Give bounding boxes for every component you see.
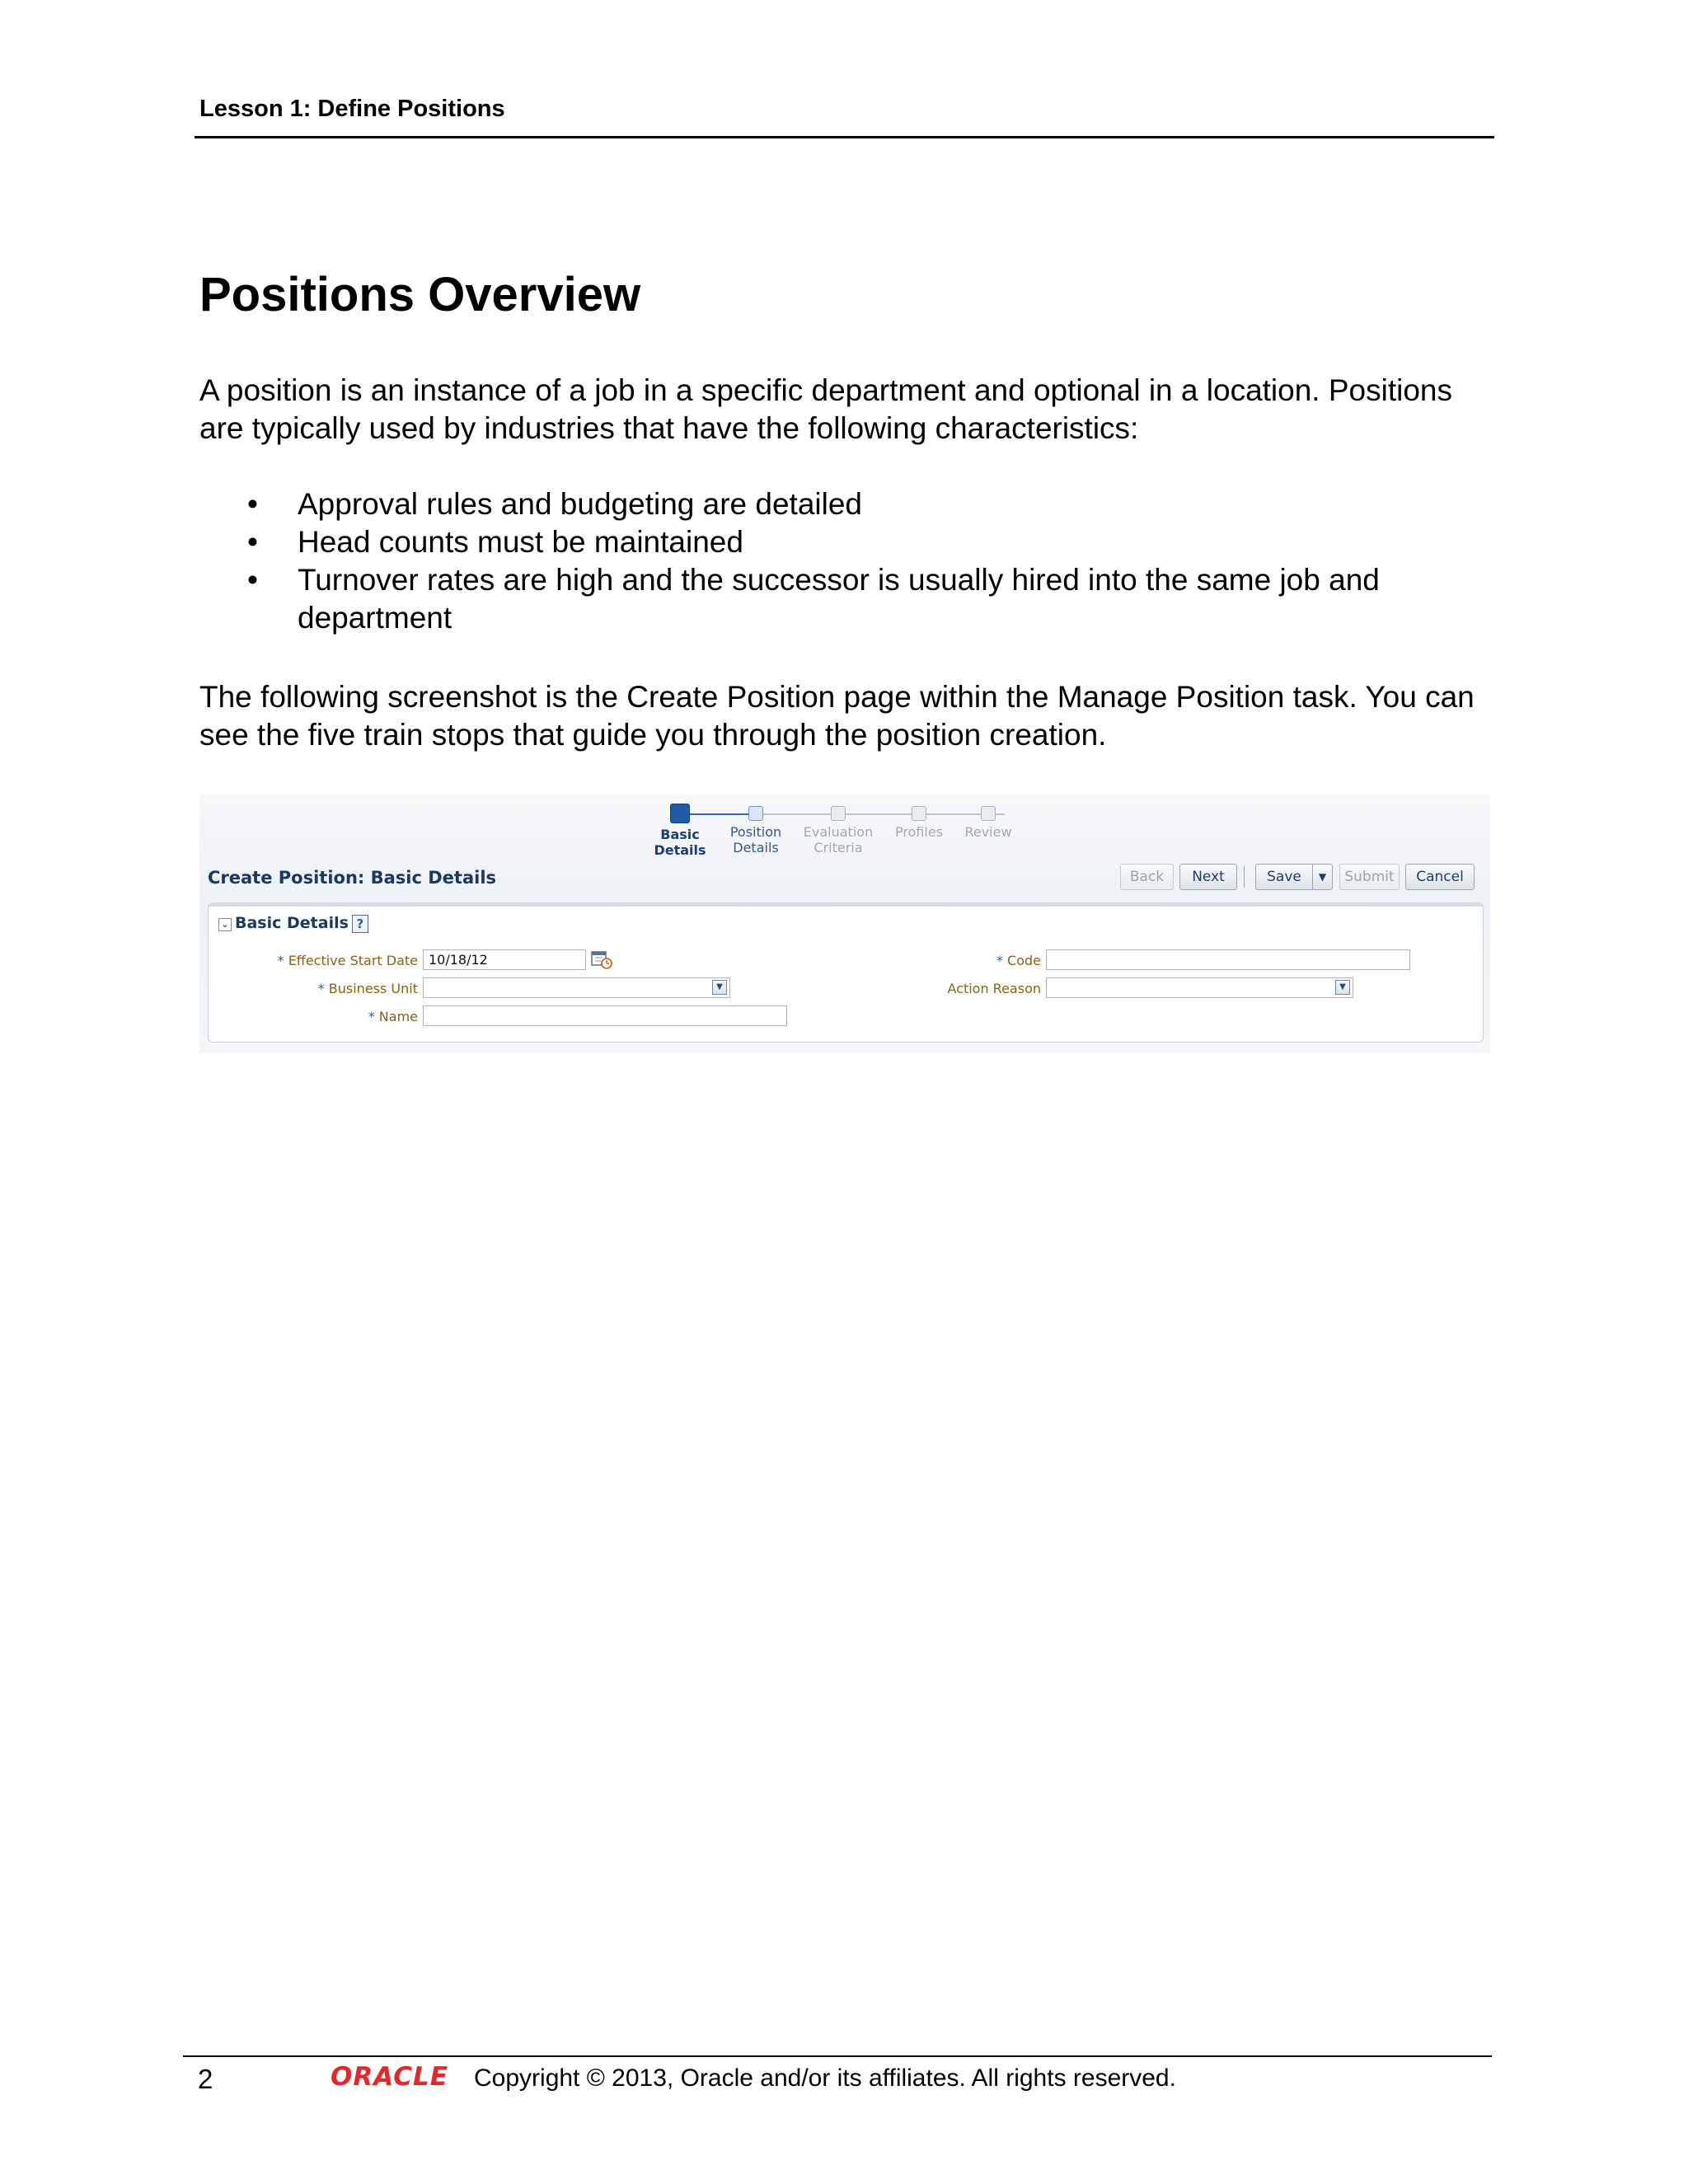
train-stop-position-details[interactable] [710,804,801,855]
save-button[interactable]: Save [1255,864,1313,890]
create-position-screenshot [199,794,1490,1053]
effective-start-date-input[interactable]: 10/18/12 [423,949,586,970]
code-label [868,953,1041,968]
train-stop-label: Details [654,842,706,858]
page-header-title: Lesson 1: Define Positions [199,96,505,122]
train-stops [654,804,1024,869]
characteristics-list [199,485,1493,637]
required-marker: * [996,953,1003,968]
train-stop-icon [912,806,926,821]
effective-start-date-label [225,953,418,968]
create-position-title: Create Position: Basic Details [208,868,497,888]
business-unit-select[interactable] [423,977,730,998]
basic-details-panel [208,902,1484,1043]
page-number: 2 [198,2064,213,2094]
train-stop-icon [748,806,763,821]
cancel-button[interactable]: Cancel [1405,864,1475,890]
list-item-text: Head counts must be maintained [298,525,743,559]
save-menu-button[interactable] [1312,864,1333,890]
train-stop-current-icon [670,804,690,823]
train-stop-label: Criteria [814,840,863,855]
action-reason-select[interactable] [1046,977,1353,998]
header-rule [195,136,1494,138]
train-stop-label: Profiles [894,824,944,840]
train-stop-label: Details [733,840,779,855]
train-stop-review [943,804,1034,840]
calendar-icon[interactable] [591,949,612,969]
oracle-logo: ORACLE [331,2062,448,2092]
dropdown-arrow-icon[interactable]: ▼ [1335,980,1350,995]
train-stop-label: Evaluation [803,824,874,840]
train-stop-label: Review [964,824,1012,840]
train-stop-evaluation-criteria [793,804,884,855]
collapse-icon[interactable]: ⌄ [218,918,232,931]
code-input[interactable] [1046,949,1410,970]
list-item [199,561,1493,637]
train-stop-icon [981,806,996,821]
copyright-text: Copyright © 2013, Oracle and/or its affiliates. All rights reserved. [474,2064,1176,2092]
list-item [199,485,1493,523]
dropdown-arrow-icon[interactable]: ▼ [712,980,727,995]
bullet-icon: • [247,525,258,559]
list-item [199,523,1493,561]
screenshot-intro-paragraph: The following screenshot is the Create Position page within the Manage Position task. You can see the five train stops that guide you through the position creation. [199,680,1475,752]
train-stop-icon [831,806,846,821]
list-item-text: Turnover rates are high and the successor is usually hired into the same job and department [298,563,1380,635]
field-label: Name [378,1009,418,1024]
name-label [225,1009,418,1024]
field-label: Effective Start Date [288,953,418,968]
required-marker: * [368,1009,375,1024]
required-marker: * [277,953,284,968]
train-stop-label: Position [729,824,782,840]
submit-button[interactable]: Submit [1339,864,1400,890]
field-label: Code [1007,953,1041,968]
field-label: Business Unit [328,981,418,996]
section-title: Basic Details [235,914,349,932]
name-input[interactable] [423,1005,787,1026]
chevron-down-icon: ▼ [1318,871,1327,883]
required-marker: * [317,981,325,996]
basic-details-header[interactable] [218,914,368,933]
footer-rule [183,2055,1492,2057]
list-item-text: Approval rules and budgeting are detailed [298,487,862,521]
back-button[interactable]: Back [1120,864,1174,890]
business-unit-label [225,981,418,996]
bullet-icon: • [247,563,258,597]
bullet-icon: • [247,487,258,521]
intro-paragraph: A position is an instance of a job in a specific department and optional in a location. Positions are typically used by industries that have the following characteristics: [199,373,1452,445]
action-reason-label [868,981,1041,996]
help-icon[interactable]: ? [352,915,368,933]
field-label: Action Reason [947,981,1041,996]
page-heading: Positions Overview [199,268,641,321]
toolbar-separator [1244,866,1245,888]
next-button[interactable]: Next [1179,864,1237,890]
train-stop-label: Basic [660,827,700,842]
